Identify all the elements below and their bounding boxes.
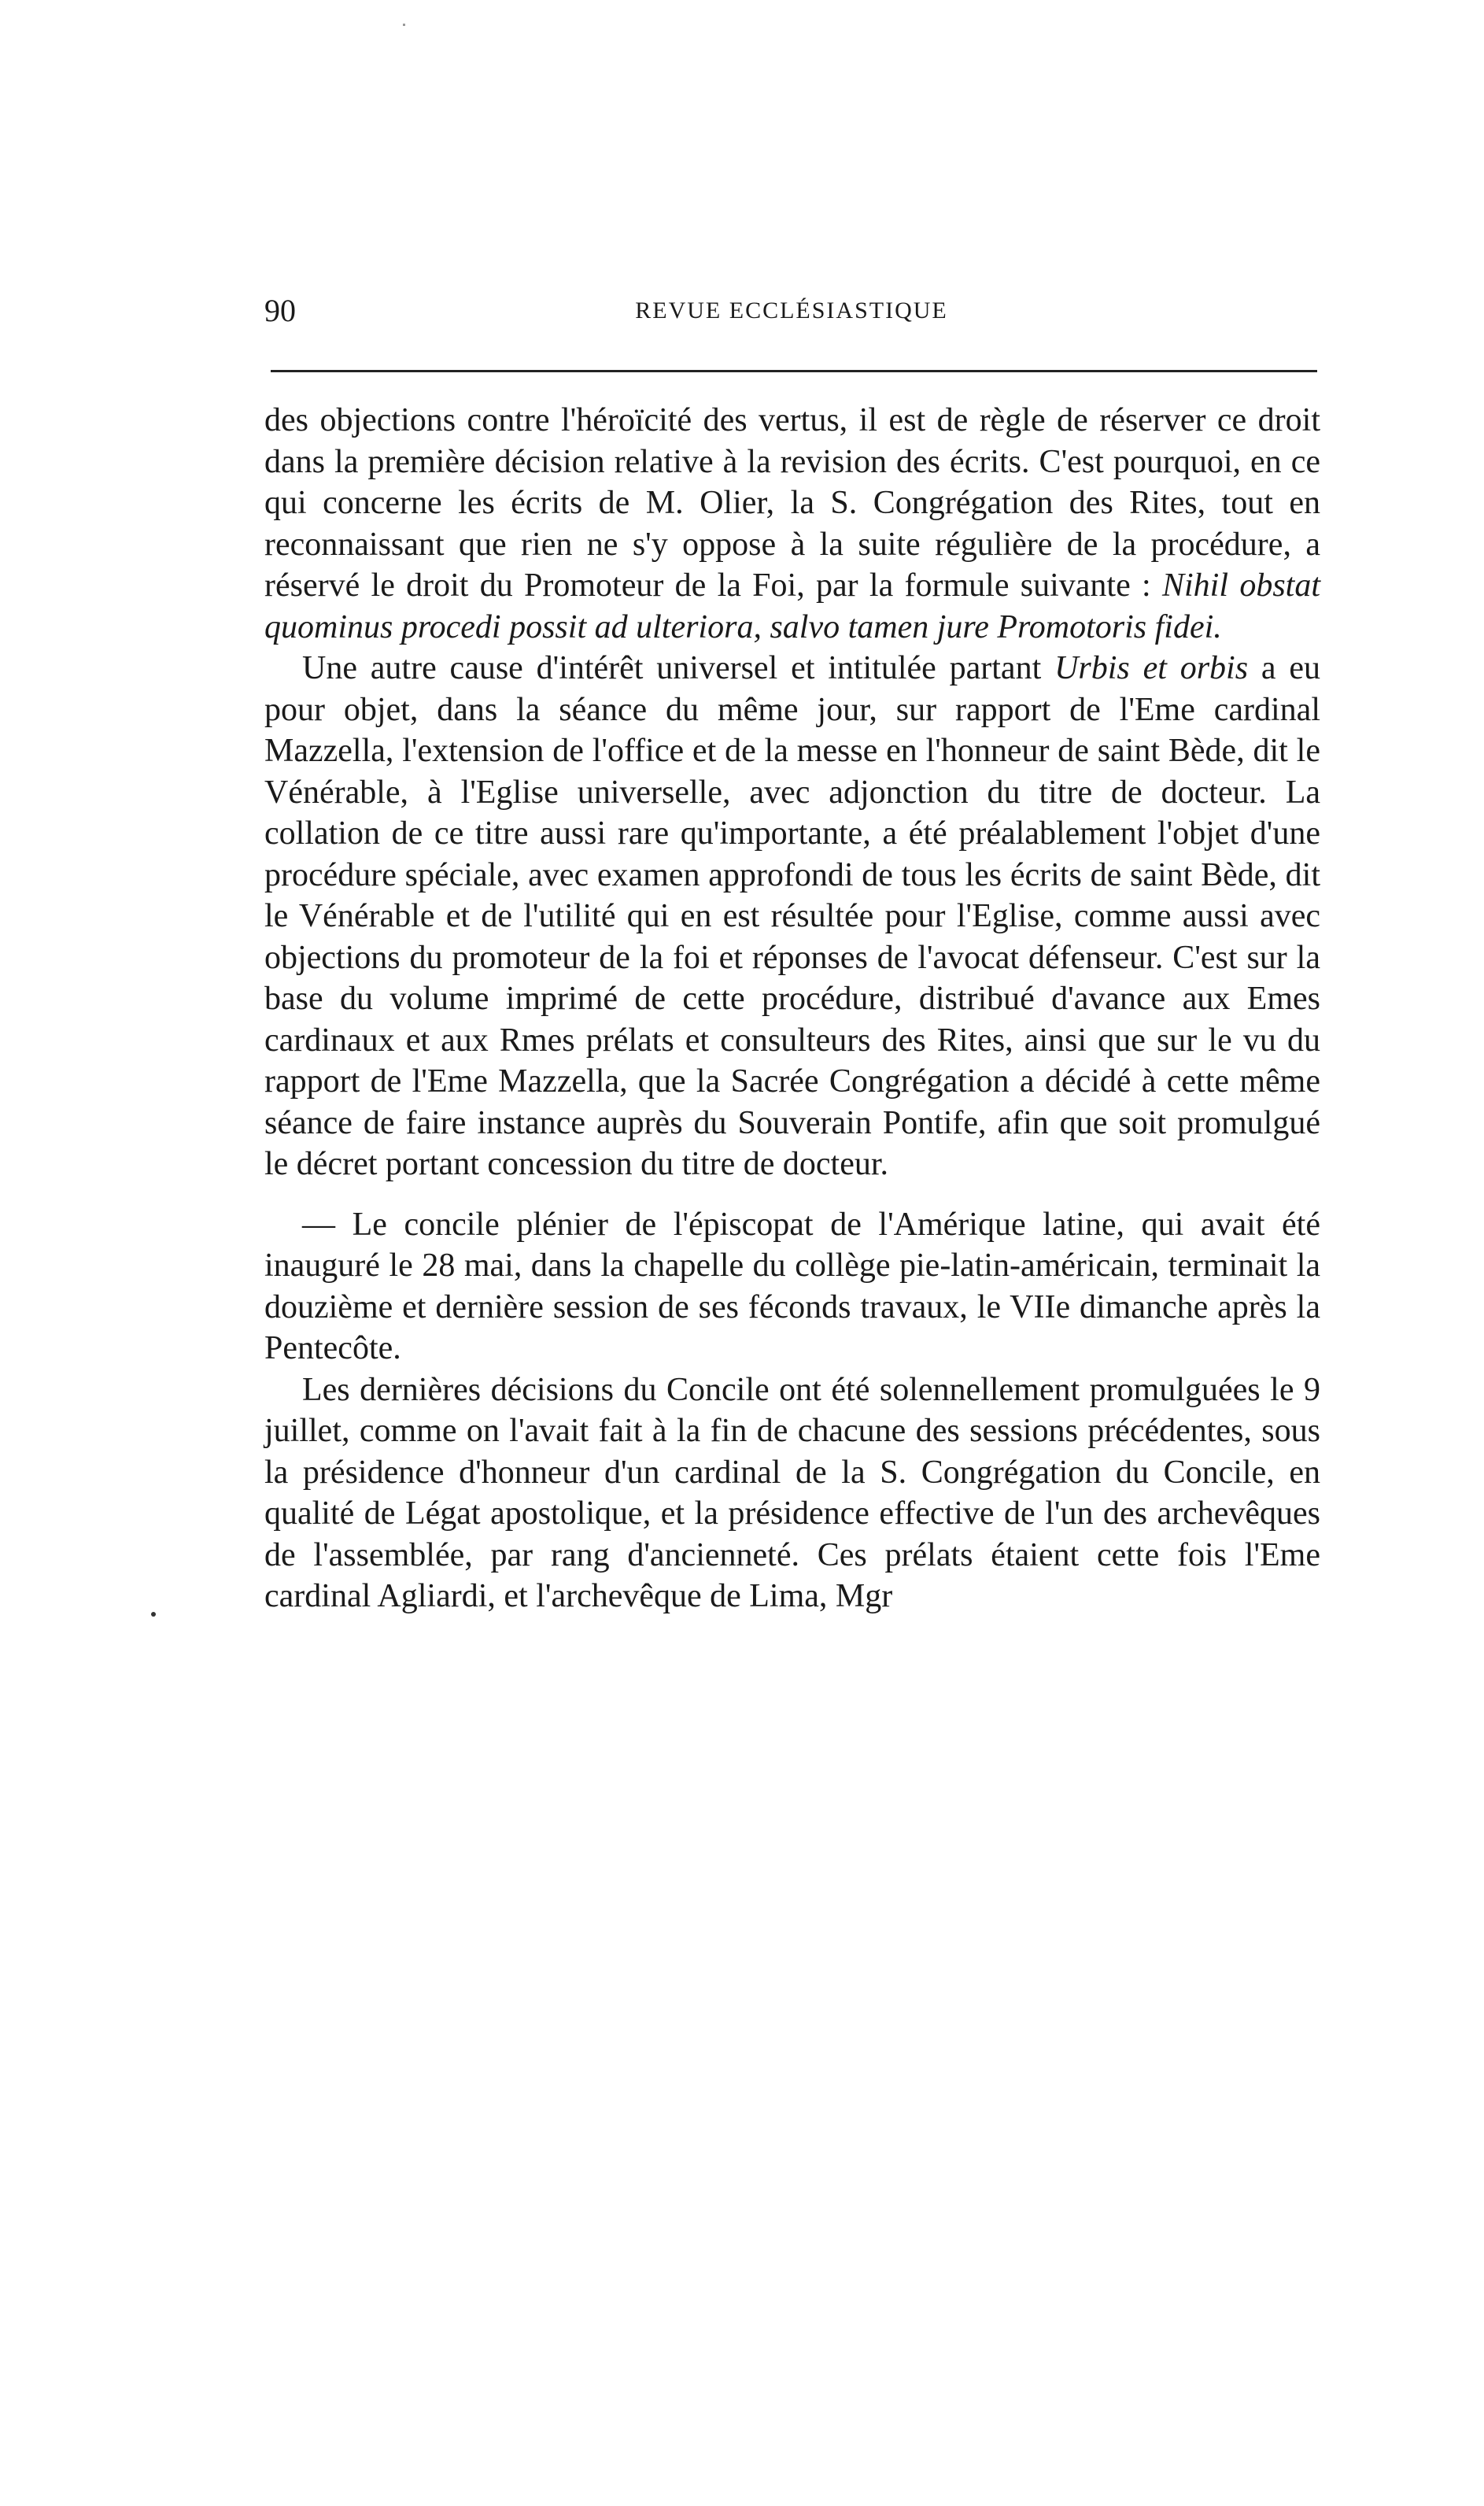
paragraph-1-text: des objections contre l'héroïcité des vertus, il est de règle de réserver ce droit dans la première décision relative à la revision des écrits. C'est pourquoi, en ce qui concerne les écrits de M. Olier, la S. Congrégation des Rites, tout en reconnaissant que rien ne s'y oppose à la suite régulière de la procédure, a réservé le droit du Promoteur de la Foi, par la formule suivante : — [264, 402, 1320, 604]
print-speck — [403, 24, 405, 26]
page-number: 90 — [264, 293, 296, 328]
paragraph-1 — [264, 400, 1320, 648]
body-text — [264, 400, 1320, 1617]
paragraph-2 — [264, 648, 1320, 1185]
urbis-et-orbis: Urbis et orbis — [1054, 650, 1249, 686]
margin-dot — [151, 1612, 156, 1617]
paragraph-3: — Le concile plénier de l'épiscopat de l'Amérique latine, qui avait été inauguré le 28 mai, dans la chapelle du collège pie-latin-américain, terminait la douzième et dernière session de ses féconds travaux, le VIIe dimanche après la Pentecôte. — [264, 1206, 1320, 1366]
page-header — [264, 287, 1319, 335]
paragraph-2-start: Une autre cause d'intérêt universel et intitulée partant — [302, 650, 1042, 686]
latin-formula: Nihil obstat quominus procedi possit ad ulteriora, salvo tamen jure Promotoris fidei. — [264, 567, 1320, 645]
header-rule — [271, 370, 1317, 372]
paragraph-4: Les dernières décisions du Concile ont été solennellement promulguées le 9 juillet, comme on l'avait fait à la fin de chacune des sessions précédentes, sous la présidence d'honneur d'un cardinal de la S. Congrégation du Concile, en qualité de Légat apostolique, et la présidence effective de l'un des archevêques de l'assemblée, par rang d'ancienneté. Ces prélats étaient cette fois l'Eme cardinal Agliardi, et l'archevêque de Lima, Mgr — [264, 1371, 1320, 1614]
paragraph-2-rest: a eu pour objet, dans la séance du même jour, sur rapport de l'Eme cardinal Mazzella, l'extension de l'office et de la messe en l'honneur de saint Bède, dit le Vénérable, à l'Eglise universelle, avec adjonction du titre de docteur. La collation de ce titre aussi rare qu'importante, a été préalablement l'objet d'une procédure spéciale, avec examen approfondi de tous les écrits de saint Bède, dit le Vénérable et de l'utilité qui en est résultée pour l'Eglise, comme aussi avec objections du promoteur de la foi et réponses de l'avocat défenseur. C'est sur la base du volume imprimé de cette procédure, distribué d'avance aux Emes cardinaux et aux Rmes prélats et consulteurs des Rites, ainsi que sur le vu du rapport de l'Eme Mazzella, que la Sacrée Congrégation a décidé à cette même séance de faire instance auprès du Souverain Pontife, afin que soit promulgué le décret portant concession du titre de docteur. — [264, 650, 1321, 1182]
running-title: REVUE ECCLÉSIASTIQUE — [635, 298, 948, 323]
